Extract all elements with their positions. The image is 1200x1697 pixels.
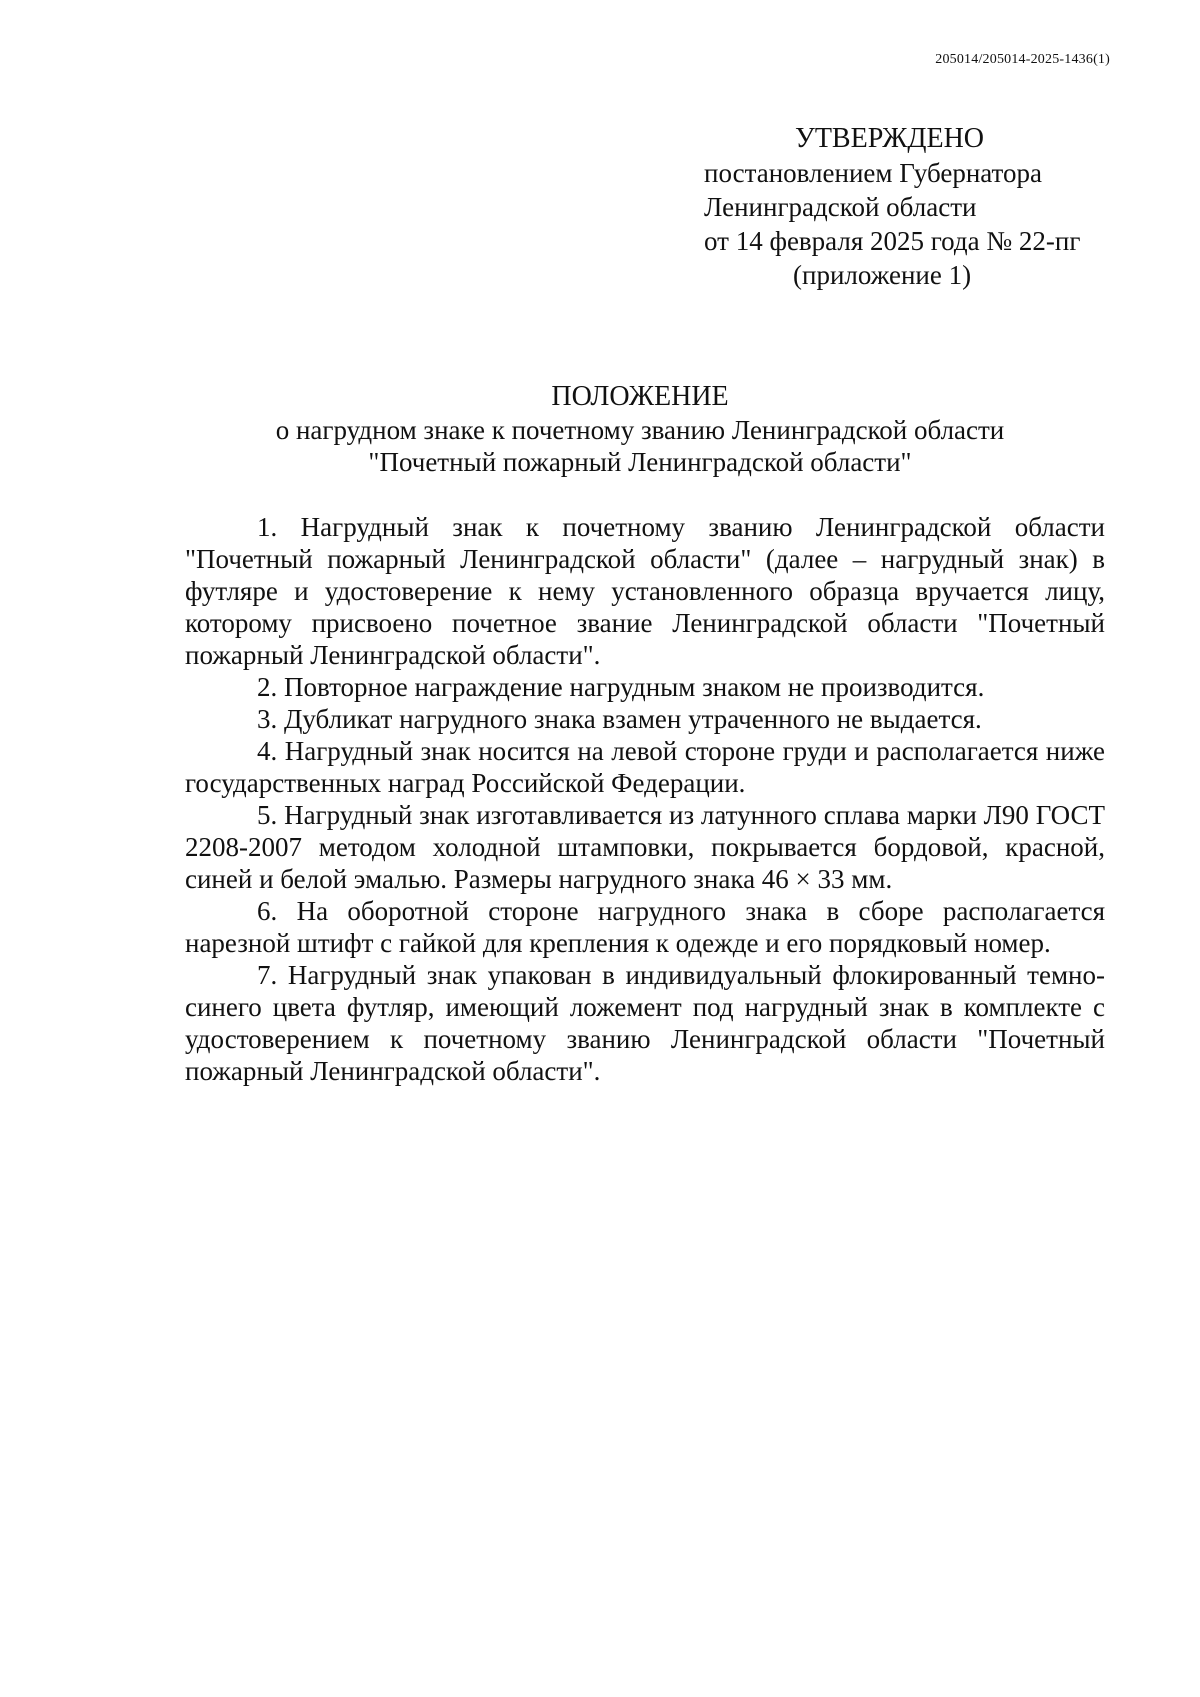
approval-line-3: от 14 февраля 2025 года № 22-пг [704, 226, 1081, 256]
document-id: 205014/205014-2025-1436(1) [935, 52, 1110, 67]
paragraph-3: 3. Дубликат нагрудного знака взамен утраченного не выдается. [257, 704, 982, 734]
heading-subtitle-line-1: о нагрудном знаке к почетному званию Ленинградской области [275, 415, 1005, 445]
approval-appendix: (приложение 1) [793, 260, 972, 290]
paragraph-1: 1. Нагрудный знак к почетному званию Ленинградской области "Почетный пожарный Ленинградской области" (далее – нагрудный знак) в футляре и удостоверение к нему установленного образца вручается лицу, которому присвоено почетное звание Ленинградской области "Почетный пожарный Ленинградской области". [185, 512, 1105, 670]
paragraph-4: 4. Нагрудный знак носится на левой стороне груди и располагается ниже государственных наград Российской Федерации. [185, 736, 1105, 798]
paragraph-6: 6. На оборотной стороне нагрудного знака в сборе располагается нарезной штифт с гайкой для крепления к одежде и его порядковый номер. [185, 896, 1105, 958]
document-body [185, 511, 1105, 1087]
approval-title: УТВЕРЖДЕНО [795, 123, 985, 154]
heading-title: ПОЛОЖЕНИЕ [551, 381, 729, 412]
approval-line-1: постановлением Губернатора [704, 158, 1042, 188]
paragraph-5: 5. Нагрудный знак изготавливается из латунного сплава марки Л90 ГОСТ 2208-2007 методом холодной штамповки, покрывается бордовой, красной, синей и белой эмалью. Размеры нагрудного знака 46 × 33 мм. [185, 800, 1105, 894]
document-heading [190, 380, 1090, 478]
approval-block [704, 122, 1124, 292]
approval-line-2: Ленинградской области [704, 192, 977, 222]
heading-subtitle-line-2: "Почетный пожарный Ленинградской области" [368, 447, 912, 477]
paragraph-7: 7. Нагрудный знак упакован в индивидуальный флокированный темно-синего цвета футляр, имеющий ложемент под нагрудный знак в комплекте с удостоверением к почетному званию Ленинградской области "Почетный пожарный Ленинградской области". [185, 960, 1105, 1086]
paragraph-2: 2. Повторное награждение нагрудным знаком не производится. [257, 672, 985, 702]
